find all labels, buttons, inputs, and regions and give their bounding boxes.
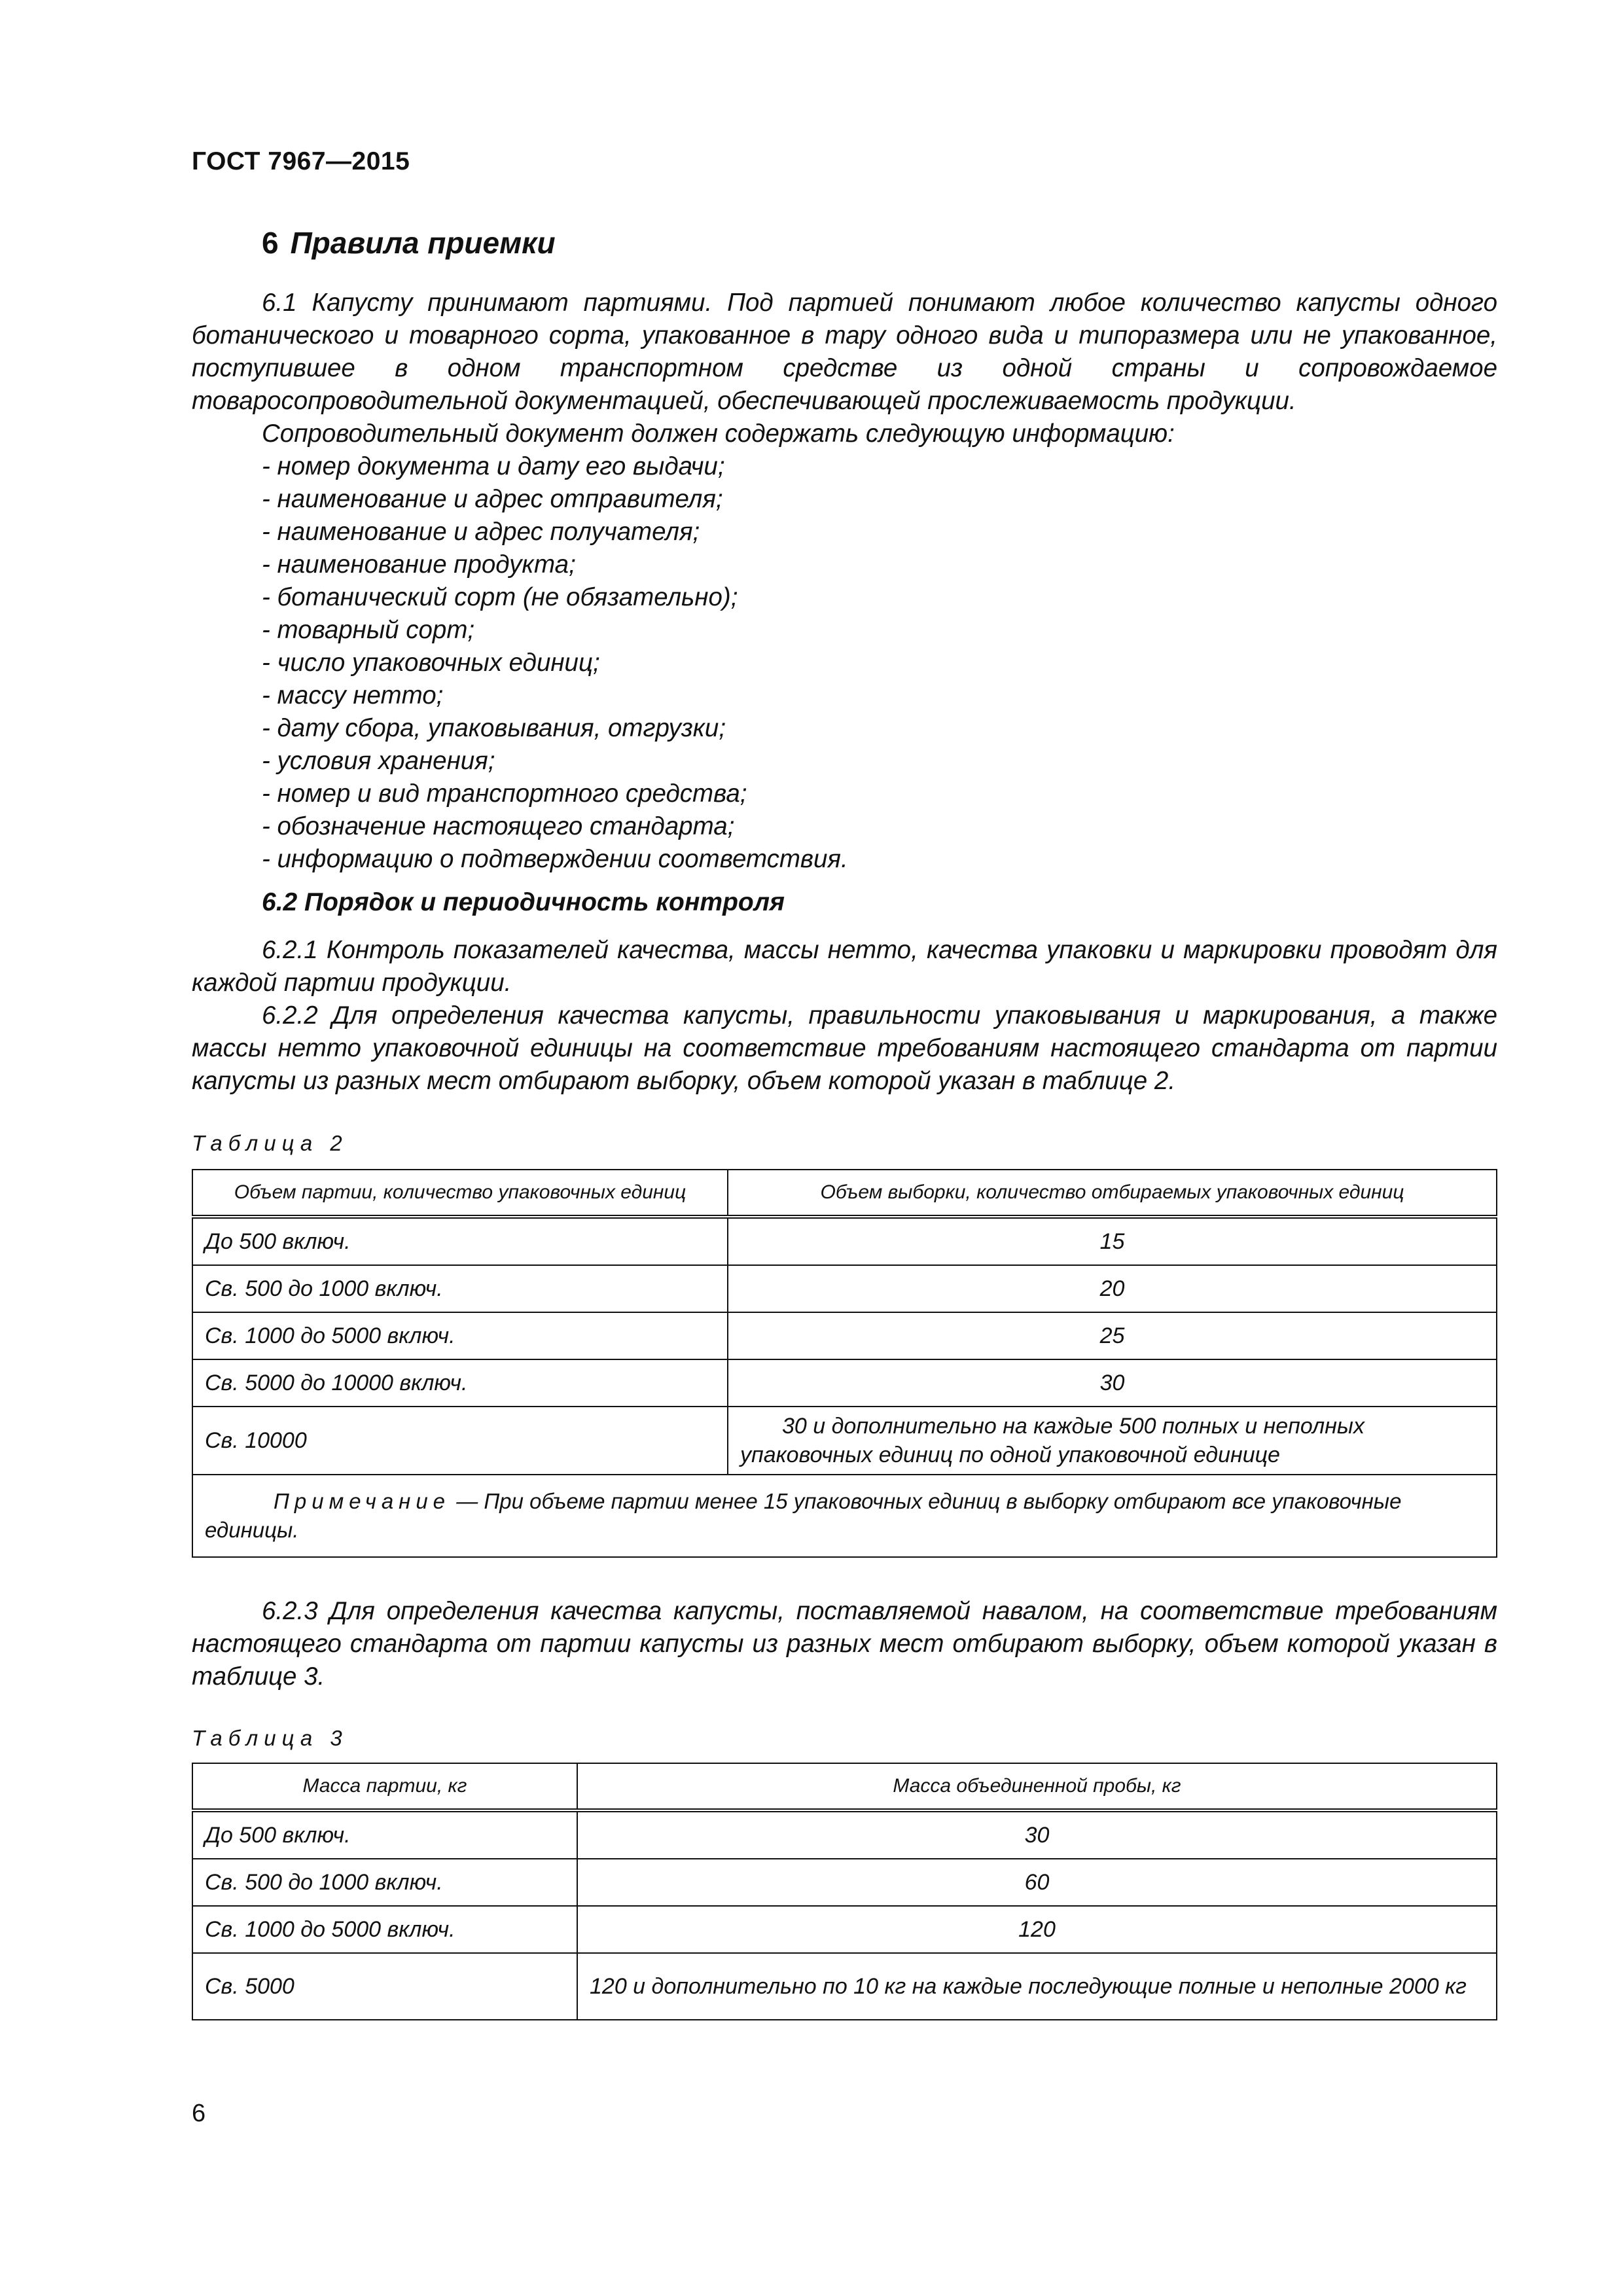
table-cell: Св. 1000 до 5000 включ. [192,1906,577,1953]
paragraph-6-2-2: 6.2.2 Для определения качества капусты, правильности упаковывания и маркирования, а также массы нетто упаковочной единицы на соответствие требованиям настоящего стандарта от партии капусты из разных мест отбирают выборку, объем которой указан в таблице 2. [192,1001,1497,1095]
list-item: - число упаковочных единиц; [262,649,600,677]
paragraph-6-1: 6.1 Капусту принимают партиями. Под партией понимают любое количество капусты одного ботанического и товарного сорта, упакованное в тару одного вида и типоразмера или не упакованное, поступившее в одном транспортном средстве из одной страны и сопровождаемое товаросопроводительной документацией, обеспечивающей прослеживаемость продукции. [192,289,1497,415]
table-cell: До 500 включ. [192,1217,728,1265]
paragraph-6-2-3: 6.2.3 Для определения качества капусты, поставляемой навалом, на соответствие требованиям настоящего стандарта от партии капусты из разных мест отбирают выборку, объем которой указан в таблице 3. [192,1597,1497,1691]
table-note [192,1475,1497,1557]
table-cell: Св. 10000 [192,1407,728,1475]
list-item: - наименование и адрес отправителя; [262,485,723,513]
section-number: 6 [262,226,279,260]
table-cell: 30 [577,1810,1497,1859]
table-row [192,1810,1497,1859]
list-item: - номер документа и дату его выдачи; [262,452,725,480]
table-row [192,1859,1497,1906]
table-header-cell: Масса объединенной пробы, кг [577,1763,1497,1810]
table-row [192,1359,1497,1407]
table-cell: До 500 включ. [192,1810,577,1859]
note-text: — При объеме партии менее 15 упаковочных единиц в выборку отбирают все упаковочные единицы. [205,1489,1402,1542]
table-cell: 120 и дополнительно по 10 кг на каждые последующие полные и неполные 2000 кг [577,1953,1497,2020]
list-item: - наименование и адрес получателя; [262,518,700,546]
table-row [192,1906,1497,1953]
list-item: - ботанический сорт (не обязательно); [262,583,738,611]
list-item: - условия хранения; [262,747,495,775]
list-item: - массу нетто; [262,681,444,709]
list-item: - обозначение настоящего стандарта; [262,812,735,840]
list-item: - номер и вид транспортного средства; [262,780,747,808]
table-cell: Св. 5000 до 10000 включ. [192,1359,728,1407]
list-item: - наименование продукта; [262,550,576,579]
table-cell: 25 [728,1312,1497,1359]
table-header-cell: Объем партии, количество упаковочных единиц [192,1170,728,1217]
table-row [192,1265,1497,1312]
table-cell: 30 и дополнительно на каждые 500 полных и неполных упаковочных единиц по одной упаковочной единице [728,1407,1497,1475]
table-3-caption: Таблица 3 [192,1726,348,1750]
table-2 [192,1169,1497,1558]
table-3 [192,1763,1497,2020]
paragraph-6-2-1: 6.2.1 Контроль показателей качества, массы нетто, качества упаковки и маркировки проводят для каждой партии продукции. [192,936,1497,997]
table-cell: 20 [728,1265,1497,1312]
subsection-6-2-heading: 6.2 Порядок и периодичность контроля [262,888,785,916]
table-2-caption: Таблица 2 [192,1131,348,1155]
table-header-cell: Объем выборки, количество отбираемых упаковочных единиц [728,1170,1497,1217]
doc-intro: Сопроводительный документ должен содержать следующую информацию: [262,420,1175,448]
table-cell: Св. 500 до 1000 включ. [192,1859,577,1906]
list-item: - дату сбора, упаковывания, отгрузки; [262,714,726,742]
table-cell: 30 [728,1359,1497,1407]
section-title [262,225,556,260]
table-cell: Св. 1000 до 5000 включ. [192,1312,728,1359]
table-row [192,1217,1497,1265]
note-label: Примечание [274,1489,451,1513]
table-note-row [192,1475,1497,1557]
table-cell: Св. 500 до 1000 включ. [192,1265,728,1312]
table-cell: 120 [577,1906,1497,1953]
table-row [192,1312,1497,1359]
table-header-cell: Масса партии, кг [192,1763,577,1810]
list-item: - информацию о подтверждении соответствия. [262,845,848,873]
table-cell: 15 [728,1217,1497,1265]
table-cell: 60 [577,1859,1497,1906]
doc-requirements-list [262,450,848,876]
list-item: - товарный сорт; [262,616,475,644]
table-row [192,1953,1497,2020]
table-cell: Св. 5000 [192,1953,577,2020]
document-header: ГОСТ 7967—2015 [192,147,410,175]
section-heading: Правила приемки [290,226,556,260]
page-number: 6 [192,2100,206,2127]
table-row [192,1407,1497,1475]
